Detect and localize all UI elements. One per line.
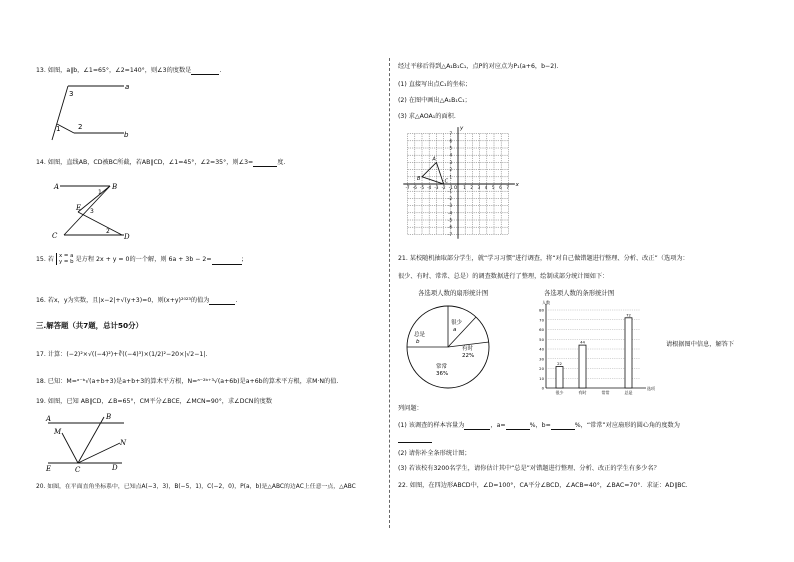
point-a-label: A (432, 156, 436, 163)
answer-blank (551, 422, 575, 430)
origin-label: O (454, 185, 458, 190)
bar-0 (556, 367, 563, 388)
bar-y-tick-label: 60 (539, 327, 544, 332)
question-21-part-2: (2) 请你补全条形统计图； (398, 450, 471, 457)
question-21-part-1-blank (398, 434, 432, 443)
question-20-part-2: (2) 在图中画出△A₁B₁C₁； (398, 97, 471, 104)
question-20-part-3: (3) 求△AOA₁的面积. (398, 113, 456, 120)
x-tick-label: 7 (506, 185, 509, 190)
point-e-label: E (76, 204, 82, 212)
angle-3-label: 3 (69, 90, 74, 98)
point-b-label: B (112, 183, 118, 191)
point-c-label: C (75, 466, 81, 474)
x-tick-label: -7 (405, 185, 410, 190)
bar-y-axis-label: 人数 (542, 300, 550, 305)
point-b-label: B (106, 413, 112, 421)
figure-q14 (44, 176, 144, 244)
pie-value-rarely: a (453, 327, 457, 333)
question-20: 20. 如图，在平面直角坐标系中，已知点A(−3，3)，B(−5，1)，C(−2，0)，P(a，b)是△ABC的边AC上任意一点，△ABC (36, 484, 356, 490)
bar-category-label: 常常 (601, 390, 610, 395)
answer-blank (209, 297, 235, 305)
answer-blank (212, 257, 242, 265)
y-tick-label: -5 (448, 217, 452, 223)
y-tick-label: 3 (449, 159, 452, 165)
question-15: 15. 若 x = a y = b 是方程 2x + y = 0的一个解，则 6a + 3b − 2= ; (36, 253, 244, 265)
point-m-label: M (54, 428, 62, 436)
bar-y-tick-label: 80 (539, 307, 544, 313)
equation-system: x = a y = b (56, 253, 74, 265)
angle-1-label: 1 (56, 125, 61, 133)
x-tick-label: 1 (463, 185, 466, 190)
angle-2-label: 2 (78, 123, 83, 131)
x-tick-label: 2 (470, 185, 473, 190)
pie-chart (400, 300, 500, 395)
bar-chart (530, 300, 660, 400)
bar-y-tick-label: 10 (539, 375, 544, 381)
question-19: 19. 如图，已知 AB∥CD，∠B=65°，CM平分∠BCE，∠MCN=90°，求∠DCN的度数 (36, 398, 273, 405)
question-21-part-3: (3) 若该校有3200名学生，请你估计其中“总是”对错题进行整理、分析、改正的学生有多少名？ (398, 465, 660, 472)
pie-value-always: b (416, 339, 420, 345)
bar-category-label: 总是 (624, 390, 633, 395)
x-tick-label: -4 (427, 185, 432, 190)
y-tick-label: 4 (449, 152, 452, 158)
y-tick-label: 2 (449, 167, 452, 173)
side-note: 请根据图中信息，解答下 (666, 341, 735, 348)
point-b-label: B (417, 175, 421, 182)
question-21-line-3: 列问题： (398, 405, 423, 412)
pie-label-rarely: 很少 (451, 320, 463, 326)
x-tick-label: 5 (492, 185, 495, 190)
column-divider (389, 58, 390, 528)
pie-value-often: 36% (436, 371, 449, 377)
bar-y-tick-label: 70 (539, 317, 544, 323)
bar-data-label: 22 (557, 361, 562, 367)
bar-chart-title: 各选项人数的条形统计图 (544, 289, 615, 297)
question-22: 22. 如图，在四边形ABCD中，∠D=100°，CA平分∠BCD，∠ACB=40°，∠BAC=70°．求证：AD∥BC. (398, 482, 688, 489)
bar-x-axis-label: 选项 (647, 386, 655, 391)
bar-y-tick-label: 40 (539, 346, 544, 352)
figure-q19 (40, 410, 140, 476)
point-c-label: C (52, 232, 58, 240)
coordinate-grid (400, 124, 540, 250)
line-b-label: b (124, 131, 129, 139)
question-21-line-1: 21. 某校随机抽取部分学生，就“学习习惯”进行调查，将“对自己做错题进行整理、分析、改正”（选项为： (398, 255, 689, 262)
y-tick-label: 7 (449, 131, 452, 137)
x-tick-label: 3 (477, 185, 481, 190)
line-a-label: a (125, 83, 130, 91)
y-tick-label: -7 (448, 231, 452, 237)
angle-3-label: 3 (90, 208, 94, 215)
bar-y-tick-label: 30 (539, 356, 544, 362)
question-18: 18. 已知：M=ᵃ⁻ᵇ√(a+b+3)是a+b+3的算术平方根，N=ᵃ⁻²ᵇ⁺³√(a+6b)是a+6b的算术平方根，求M·N的值. (36, 378, 339, 385)
pie-label-often: 常常 (436, 364, 448, 370)
y-tick-label: 5 (449, 145, 452, 151)
angle-2-label: 2 (106, 228, 110, 235)
x-tick-label: -1 (448, 185, 453, 190)
y-tick-label: -1 (448, 188, 452, 194)
angle-1-label: 1 (98, 189, 102, 196)
question-21-line-2: 很少、有时、常常、总是）的调查数据进行了整理，绘制成部分统计图如下： (398, 273, 609, 280)
point-a-label: A (54, 183, 60, 191)
bar-y-tick-label: 0 (541, 385, 544, 391)
bar-data-label: 44 (580, 339, 585, 345)
pie-label-sometimes: 有时 (462, 346, 474, 352)
figure-q13 (40, 76, 140, 146)
y-tick-label: 1 (449, 174, 452, 180)
point-n-label: N (120, 439, 127, 447)
x-tick-label: -5 (420, 185, 424, 190)
question-20-part-1: (1) 直接写出点C₁的坐标； (398, 81, 472, 88)
bar-category-label: 有时 (578, 390, 587, 395)
answer-blank (398, 435, 432, 443)
answer-blank (506, 422, 530, 430)
triangle-abc (422, 162, 444, 184)
bar-3 (625, 318, 632, 388)
x-tick-label: -2 (441, 185, 446, 190)
section-3-heading: 三.解答题（共7题，总计50分） (36, 321, 143, 330)
x-tick-label: -3 (434, 185, 439, 190)
x-tick-label: 6 (499, 185, 502, 190)
point-c-label: C (444, 178, 449, 185)
question-14: 14. 如图，直线AB，CD被BC所截，若AB∥CD，∠1=45°，∠2=35°，则∠3= 度. (36, 159, 286, 166)
y-axis-label: y (460, 125, 464, 132)
point-a-label: A (46, 415, 52, 423)
question-20-continued: 经过平移后得到△A₁B₁C₁，点P的对应点为P₁(a+6，b−2). (398, 63, 559, 70)
x-tick-label: -6 (412, 185, 417, 190)
y-tick-label: -3 (448, 203, 452, 209)
pie-value-sometimes: 22% (462, 353, 475, 359)
question-13: 13. 如图，a∥b，∠1=65°，∠2=140°，则∠3的度数是 . (36, 67, 222, 74)
answer-blank (253, 159, 277, 167)
bar-y-tick-label: 50 (539, 336, 544, 342)
bar-y-tick-label: 20 (539, 366, 544, 371)
answer-blank (464, 422, 490, 430)
y-tick-label: -6 (448, 224, 452, 230)
question-21-part-1: (1) 该调查的样本容量为 ，a= %，b= %，“常常”对应扇形的圆心角的度数为 (398, 422, 680, 429)
pie-chart-title: 各选项人数的扇形统计图 (418, 289, 489, 297)
y-tick-label: 6 (449, 138, 452, 144)
answer-blank (191, 67, 219, 75)
bar-data-label: 72 (626, 312, 631, 318)
x-tick-label: 4 (484, 185, 488, 190)
y-tick-label: -2 (448, 195, 452, 201)
y-tick-label: -4 (448, 210, 452, 216)
point-e-label: E (46, 465, 52, 473)
x-axis-label: x (515, 182, 519, 188)
bar-1 (579, 345, 586, 388)
point-d-label: D (112, 464, 118, 472)
point-d-label: D (124, 233, 130, 241)
question-17: 17. 计算：(−2)²×√((−4)²)+∛((−4)³)×(1/2)²−20×|√2−1|. (36, 351, 208, 358)
pie-label-always: 总是 (414, 332, 426, 338)
bar-category-label: 很少 (555, 390, 564, 395)
question-16: 16. 若x，y为实数，且|x−2|+√(y+3)=0，则(x+y)²⁰²³的值为 . (36, 297, 238, 304)
